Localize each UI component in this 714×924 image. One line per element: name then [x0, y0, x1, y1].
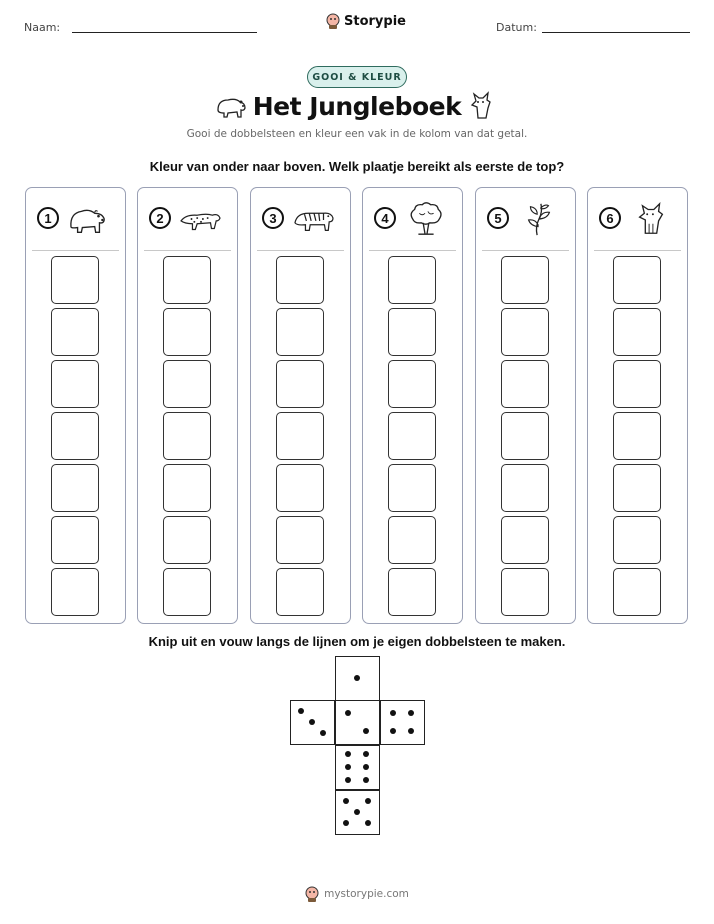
die-pip	[345, 710, 351, 716]
storypie-mascot-icon	[305, 886, 319, 902]
color-box[interactable]	[388, 568, 436, 616]
color-box[interactable]	[613, 568, 661, 616]
color-box[interactable]	[51, 568, 99, 616]
date-label: Datum:	[496, 21, 537, 34]
color-box[interactable]	[613, 464, 661, 512]
color-box[interactable]	[163, 516, 211, 564]
die-pip	[363, 728, 369, 734]
color-box[interactable]	[388, 256, 436, 304]
column-6	[587, 187, 688, 624]
category-badge: GOOI & KLEUR	[307, 66, 407, 88]
leopard-icon	[178, 200, 224, 238]
column-header	[138, 188, 237, 250]
column-5	[475, 187, 576, 624]
wolf-icon	[466, 90, 496, 122]
page-title: Het Jungleboek	[252, 92, 462, 121]
vine-icon	[516, 200, 562, 238]
instruction-top: Kleur van onder naar boven. Welk plaatje bereikt als eerste de top?	[149, 159, 565, 174]
color-box[interactable]	[163, 308, 211, 356]
column-header	[251, 188, 350, 250]
color-box[interactable]	[276, 412, 324, 460]
header-logo	[326, 13, 406, 29]
name-line[interactable]	[72, 32, 257, 33]
color-box[interactable]	[501, 308, 549, 356]
color-box[interactable]	[388, 412, 436, 460]
tiger-icon	[291, 200, 337, 238]
column-header	[26, 188, 125, 250]
color-box[interactable]	[51, 360, 99, 408]
column-2	[137, 187, 238, 624]
die-face-1	[335, 656, 380, 701]
column-divider	[144, 250, 231, 251]
color-box[interactable]	[613, 412, 661, 460]
color-box[interactable]	[501, 360, 549, 408]
die-pip	[354, 809, 360, 815]
footer-url[interactable]: mystorypie.com	[324, 888, 409, 900]
column-number: 4	[374, 207, 396, 229]
storypie-mascot-icon	[326, 13, 340, 29]
die-pip	[345, 764, 351, 770]
column-number: 3	[262, 207, 284, 229]
die-pip	[408, 710, 414, 716]
column-header	[363, 188, 462, 250]
color-box[interactable]	[501, 256, 549, 304]
die-pip	[345, 751, 351, 757]
column-1	[25, 187, 126, 624]
die-pip	[363, 777, 369, 783]
die-face-5	[335, 790, 380, 835]
column-number: 1	[37, 207, 59, 229]
tree-icon	[403, 200, 449, 238]
die-pip	[363, 751, 369, 757]
page-subtitle: Gooi de dobbelsteen en kleur een vak in de kolom van dat getal.	[186, 128, 528, 140]
color-box[interactable]	[388, 516, 436, 564]
column-divider	[32, 250, 119, 251]
color-box[interactable]	[613, 308, 661, 356]
color-box[interactable]	[51, 412, 99, 460]
color-box[interactable]	[613, 256, 661, 304]
instruction-bottom: Knip uit en vouw langs de lijnen om je eigen dobbelsteen te maken.	[148, 634, 566, 649]
die-face-6	[335, 745, 380, 790]
die-pip	[320, 730, 326, 736]
color-box[interactable]	[276, 568, 324, 616]
column-header	[588, 188, 687, 250]
die-pip	[343, 820, 349, 826]
color-box[interactable]	[163, 568, 211, 616]
die-face-2	[335, 700, 380, 745]
footer	[0, 886, 714, 902]
die-pip	[390, 728, 396, 734]
color-box[interactable]	[163, 256, 211, 304]
logo-text: Storypie	[344, 13, 406, 29]
bear-icon	[66, 200, 112, 238]
color-box[interactable]	[276, 308, 324, 356]
color-box[interactable]	[388, 360, 436, 408]
color-box[interactable]	[276, 464, 324, 512]
color-box[interactable]	[501, 464, 549, 512]
die-face-3	[290, 700, 335, 745]
date-line[interactable]	[542, 32, 690, 33]
column-divider	[369, 250, 456, 251]
color-box[interactable]	[501, 516, 549, 564]
die-pip	[365, 820, 371, 826]
die-pip	[390, 710, 396, 716]
color-box[interactable]	[276, 360, 324, 408]
column-4	[362, 187, 463, 624]
column-divider	[594, 250, 681, 251]
column-divider	[257, 250, 344, 251]
die-face-4	[380, 700, 425, 745]
color-box[interactable]	[501, 568, 549, 616]
color-box[interactable]	[51, 464, 99, 512]
color-box[interactable]	[163, 464, 211, 512]
color-box[interactable]	[51, 516, 99, 564]
color-box[interactable]	[388, 464, 436, 512]
color-box[interactable]	[51, 308, 99, 356]
color-box[interactable]	[276, 516, 324, 564]
color-box[interactable]	[613, 516, 661, 564]
die-pip	[309, 719, 315, 725]
column-number: 6	[599, 207, 621, 229]
column-divider	[482, 250, 569, 251]
die-pip	[354, 675, 360, 681]
wolf-icon	[628, 200, 674, 238]
color-box[interactable]	[163, 360, 211, 408]
color-box[interactable]	[276, 256, 324, 304]
color-box[interactable]	[51, 256, 99, 304]
die-pip	[408, 728, 414, 734]
color-box[interactable]	[613, 360, 661, 408]
name-label: Naam:	[24, 21, 61, 34]
color-box[interactable]	[501, 412, 549, 460]
column-number: 5	[487, 207, 509, 229]
column-3	[250, 187, 351, 624]
color-box[interactable]	[388, 308, 436, 356]
die-pip	[365, 798, 371, 804]
column-header	[476, 188, 575, 250]
die-pip	[363, 764, 369, 770]
color-box[interactable]	[163, 412, 211, 460]
column-number: 2	[149, 207, 171, 229]
die-pip	[345, 777, 351, 783]
die-pip	[343, 798, 349, 804]
die-pip	[298, 708, 304, 714]
